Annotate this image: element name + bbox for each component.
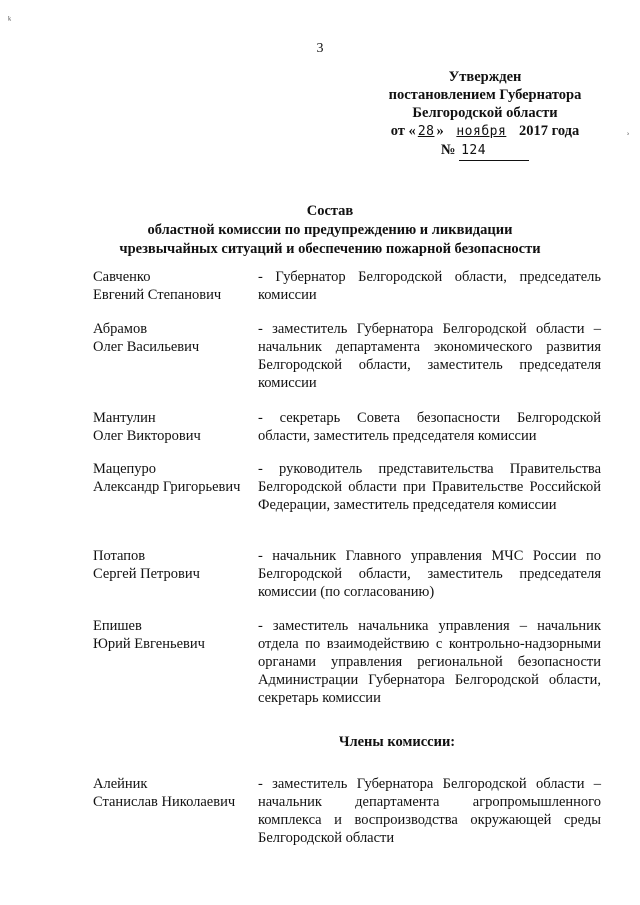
number-label: №: [440, 142, 456, 158]
approval-date: [360, 122, 610, 141]
member-entry: [93, 775, 601, 867]
member-position: - Губернатор Белгородской области, председатель комиссии: [258, 269, 601, 303]
member-entry: [93, 617, 601, 711]
corner-tick-mark: ᵏ: [8, 15, 12, 26]
member-given-name: Сергей Петрович: [93, 566, 200, 582]
member-entry: [93, 547, 601, 617]
member-given-name: Юрий Евгеньевич: [93, 636, 205, 652]
member-position: - начальник Главного управления МЧС России по Белгородской области, заместитель председателя комиссии (по согласованию): [258, 548, 601, 600]
member-surname: Потапов: [93, 548, 146, 564]
member-position: - руководитель представительства Правительства Белгородской области при Правительстве Российской Федерации, заместитель председателя комиссии: [258, 461, 601, 513]
member-position: - заместитель Губернатора Белгородской области – начальник департамента агропромышленного комплекса и воспроизводства окружающей среды Белгородской области: [258, 776, 601, 846]
member-surname: Мацепуро: [93, 461, 157, 477]
date-prefix: от «: [390, 123, 416, 139]
member-position: - заместитель Губернатора Белгородской области – начальник департамента экономического развития Белгородской области, заместитель председателя комиссии: [258, 321, 601, 391]
member-given-name: Александр Григорьевич: [93, 479, 241, 495]
member-name: [93, 409, 258, 460]
member-position: - секретарь Совета безопасности Белгородской области, заместитель председателя комиссии: [258, 410, 601, 444]
member-entry: [93, 320, 601, 409]
title-line-3: чрезвычайных ситуаций и обеспечению пожарной безопасности: [119, 241, 541, 257]
member-given-name: Станислав Николаевич: [93, 794, 236, 810]
member-entry: [93, 409, 601, 460]
member-entry: [93, 460, 601, 547]
approval-number: [360, 141, 610, 161]
approval-line-2: постановлением Губернатора: [388, 87, 582, 103]
member-given-name: Евгений Степанович: [93, 287, 222, 303]
approval-line-3: Белгородской области: [412, 105, 558, 121]
member-given-name: Олег Васильевич: [93, 339, 200, 355]
page-number: 3: [316, 41, 324, 56]
member-surname: Епишев: [93, 618, 142, 634]
member-surname: Абрамов: [93, 321, 148, 337]
member-name: [93, 547, 258, 617]
member-entry: [93, 268, 601, 320]
document-title: [60, 202, 600, 259]
member-name: [93, 775, 258, 867]
members-heading: Члены комиссии:: [338, 734, 456, 750]
margin-pen-mark: ʾ: [626, 130, 630, 144]
title-line-1: Состав: [306, 203, 354, 219]
member-position: - заместитель начальника управления – начальник отдела по взаимодействию с контрольно-надзорными органами управления региональной безопасности Администрации Губернатора Белгородской области, секретарь комиссии: [258, 618, 601, 706]
member-surname: Алейник: [93, 776, 148, 792]
number-value: 124: [461, 143, 487, 158]
member-surname: Савченко: [93, 269, 151, 285]
date-mid: »: [436, 123, 444, 139]
date-day: 28: [417, 124, 435, 139]
member-name: [93, 460, 258, 547]
approval-stamp: [360, 68, 610, 161]
title-line-2: областной комиссии по предупреждению и ликвидации: [147, 222, 513, 238]
approval-line-1: Утвержден: [448, 69, 522, 85]
member-name: [93, 268, 258, 320]
commission-list: [93, 268, 601, 867]
date-month: ноября: [456, 124, 507, 139]
member-name: [93, 320, 258, 409]
date-year: 2017 года: [518, 123, 580, 139]
member-given-name: Олег Викторович: [93, 428, 201, 444]
member-surname: Мантулин: [93, 410, 156, 426]
member-name: [93, 617, 258, 711]
